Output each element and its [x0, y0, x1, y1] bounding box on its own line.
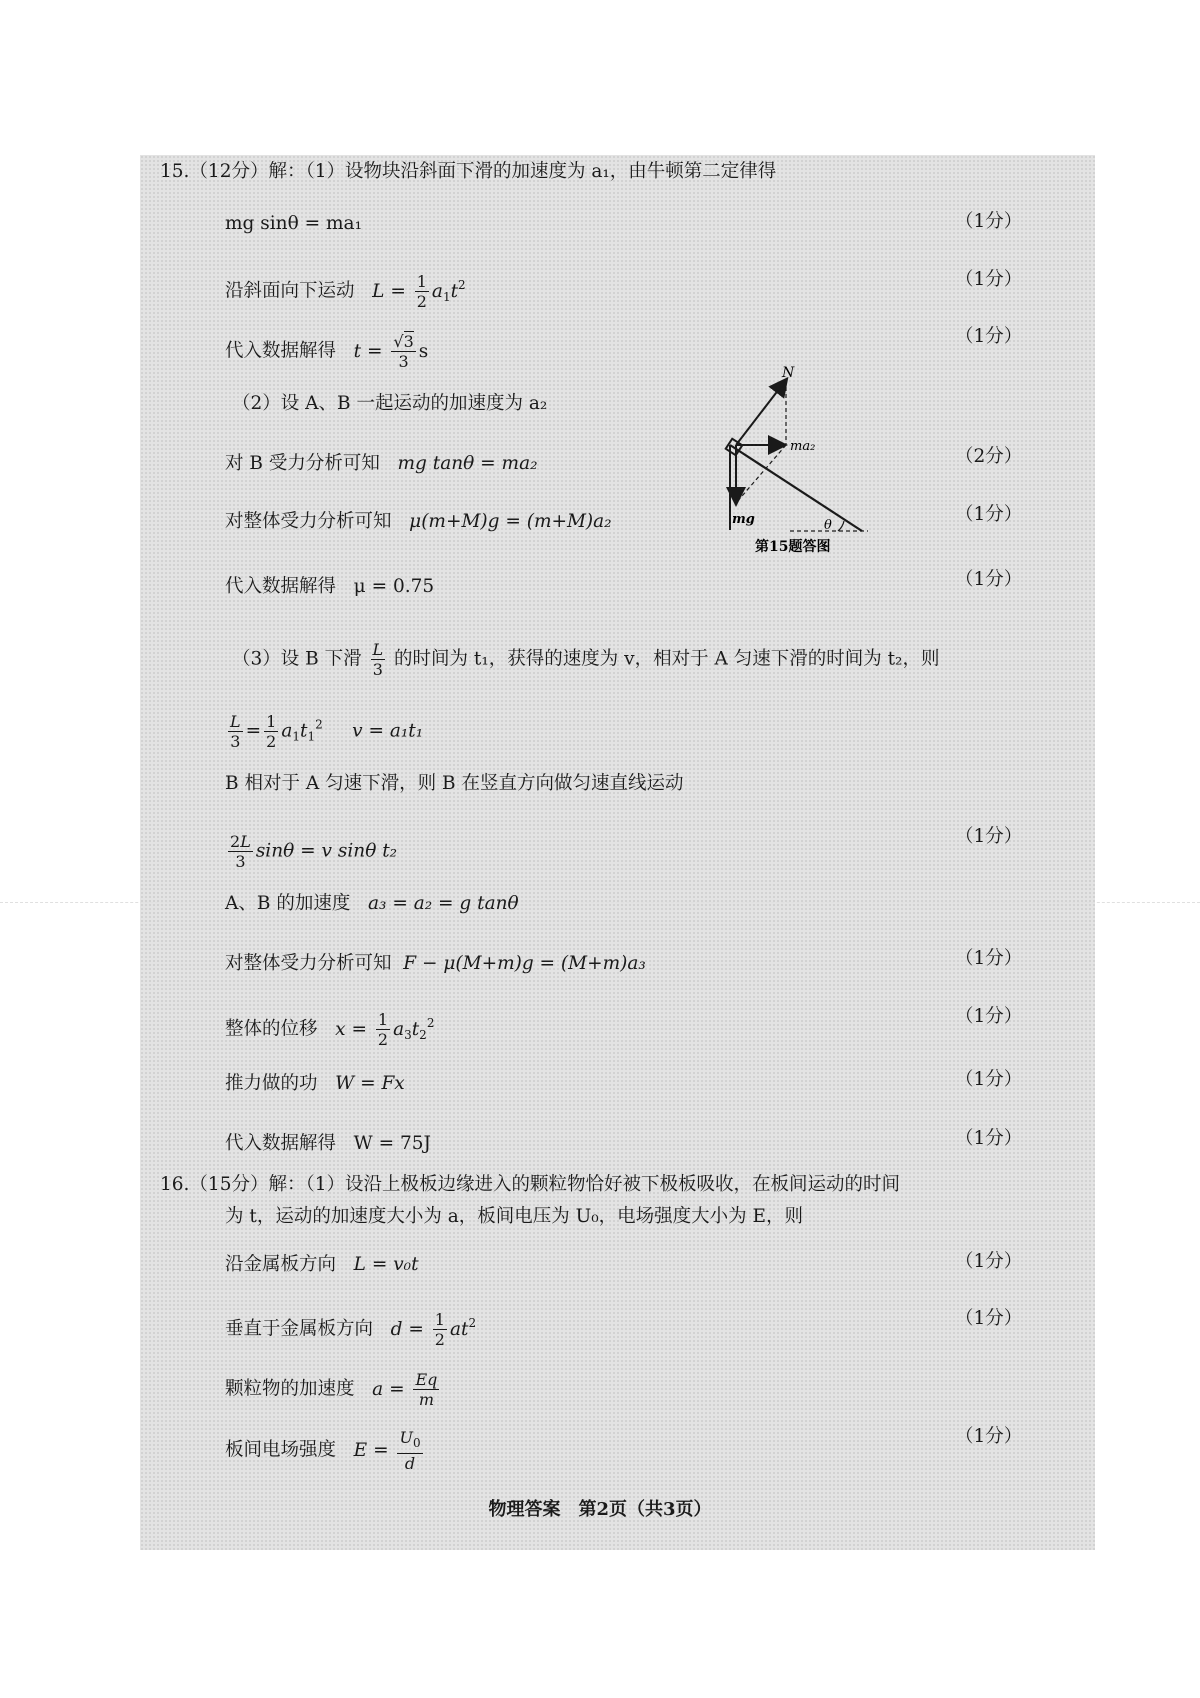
line-15-6 — [225, 510, 612, 534]
line-15-12-text: A、B 的加速度 — [225, 893, 351, 914]
line-16-4 — [225, 1428, 426, 1473]
eq-15-9b: v = a₁t₁ — [352, 720, 424, 742]
line-15-10: B 相对于 A 匀速下滑，则 B 在竖直方向做匀速直线运动 — [225, 773, 684, 794]
score-16-1: （1分） — [955, 1251, 1023, 1272]
score-15-15: （1分） — [955, 1069, 1023, 1090]
eq-15-14: x = $\frac{1}{2}$ $a_3t_2^2$ — [335, 1010, 435, 1049]
label-mg: mg — [732, 512, 755, 527]
line-15-13 — [225, 952, 646, 976]
force-N-arrow — [736, 380, 786, 445]
score-15-14: （1分） — [955, 1006, 1023, 1027]
eq-15-9: $\frac{L}{3}$ = $\frac{1}{2}$ $a_1t_1^2$ v = a₁t₁ — [230, 712, 424, 751]
score-15-16: （1分） — [955, 1128, 1023, 1149]
line-16-1-text: 沿金属板方向 — [225, 1254, 337, 1275]
part3-text-b: 的时间为 t₁，获得的速度为 v，相对于 A 匀速下滑的时间为 t₂，则 — [394, 648, 940, 670]
eq-15-3: t = $\frac{√3}{3}$ s — [353, 332, 429, 371]
line-16-4-text: 板间电场强度 — [225, 1439, 337, 1461]
problem-15-heading: 15.（12分）解：（1）设物块沿斜面下滑的加速度为 a₁，由牛顿第二定律得 — [160, 161, 777, 182]
line-15-14-text: 整体的位移 — [225, 1018, 318, 1040]
label-N: N — [782, 365, 795, 381]
eq-15-7: μ = 0.75 — [353, 576, 435, 597]
eq-16-4: E = $\frac{U_0}{d}$ — [353, 1428, 421, 1473]
line-16-2 — [225, 1310, 476, 1349]
score-15-13: （1分） — [955, 948, 1023, 969]
line-15-14 — [225, 1010, 434, 1049]
line-16-2-text: 垂直于金属板方向 — [225, 1318, 374, 1340]
line-15-16-text: 代入数据解得 — [225, 1133, 337, 1154]
eq-15-13: F − μ(M+m)g = (M+m)a₃ — [403, 953, 646, 974]
eq-15-16: W = 75J — [353, 1133, 431, 1154]
problem-15-part2: （2）设 A、B 一起运动的加速度为 a₂ — [232, 393, 548, 414]
eq-15-5: mg tanθ = ma₂ — [397, 453, 538, 474]
line-15-5 — [225, 452, 538, 476]
fold-line — [0, 902, 1200, 903]
score-15-2: （1分） — [955, 269, 1023, 290]
part3-text-a: （3）设 B 下滑 — [232, 648, 362, 670]
eq-15-11: $\frac{2L}{3}$ sinθ = v sinθ t₂ — [230, 832, 398, 871]
score-15-5: （2分） — [955, 446, 1023, 467]
problem-16-heading-2: 为 t，运动的加速度大小为 a，板间电压为 U₀，电场强度大小为 E，则 — [225, 1206, 804, 1227]
line-15-13-text: 对整体受力分析可知 — [225, 953, 392, 974]
line-15-3 — [225, 332, 428, 371]
score-16-4: （1分） — [955, 1426, 1023, 1447]
score-15-3: （1分） — [955, 326, 1023, 347]
label-theta: θ — [824, 518, 832, 533]
eq-15-1: mg sinθ = ma₁ — [225, 213, 362, 234]
figure-caption: 第15题答图 — [755, 539, 831, 555]
line-15-7-text: 代入数据解得 — [225, 576, 337, 597]
score-15-11: （1分） — [955, 826, 1023, 847]
line-15-2-text: 沿斜面向下运动 — [225, 280, 355, 302]
line-16-3-text: 颗粒物的加速度 — [225, 1378, 355, 1400]
angle-arc — [838, 521, 844, 531]
line-15-6-text: 对整体受力分析可知 — [225, 511, 392, 532]
label-ma2: ma₂ — [790, 439, 816, 454]
frac-L-over-3: $\frac{L}{3}$ — [372, 640, 384, 679]
unit-seconds: s — [418, 340, 429, 362]
score-16-2: （1分） — [955, 1308, 1023, 1329]
eq-15-12: a₃ = a₂ = g tanθ — [368, 893, 519, 914]
problem-16-heading: 16.（15分）解：（1）设沿上极板边缘进入的颗粒物恰好被下极板吸收，在板间运动的时间 — [160, 1174, 900, 1195]
line-16-1 — [225, 1253, 419, 1277]
score-15-6: （1分） — [955, 504, 1023, 525]
line-15-5-text: 对 B 受力分析可知 — [225, 453, 380, 474]
eq-15-2: L = $\frac{1}{2}$ $a_1t^2$ — [372, 272, 466, 311]
line-15-15 — [225, 1072, 405, 1096]
line-15-16 — [225, 1132, 431, 1156]
eq-15-6: μ(m+M)g = (m+M)a₂ — [409, 511, 612, 532]
page-footer: 物理答案 第2页（共3页） — [488, 1499, 712, 1520]
eq-15-15: W = Fx — [335, 1073, 405, 1094]
score-15-7: （1分） — [955, 569, 1023, 590]
eq-16-3: a = $\frac{Eq}{m}$ — [372, 1370, 438, 1409]
line-15-15-text: 推力做的功 — [225, 1073, 318, 1094]
eq-16-1: L = v₀t — [353, 1254, 419, 1275]
eq-16-2: d = $\frac{1}{2}$ $at^2$ — [390, 1310, 477, 1349]
figure-15 — [720, 365, 900, 555]
line-15-3-text: 代入数据解得 — [225, 340, 337, 362]
line-15-2 — [225, 272, 466, 311]
score-15-1: （1分） — [955, 211, 1023, 232]
line-15-7 — [225, 575, 434, 599]
line-16-3 — [225, 1370, 442, 1409]
eq-15-11-rhs: sinθ = v sinθ t₂ — [255, 840, 398, 862]
line-15-12 — [225, 892, 519, 916]
problem-15-part3 — [232, 640, 939, 679]
